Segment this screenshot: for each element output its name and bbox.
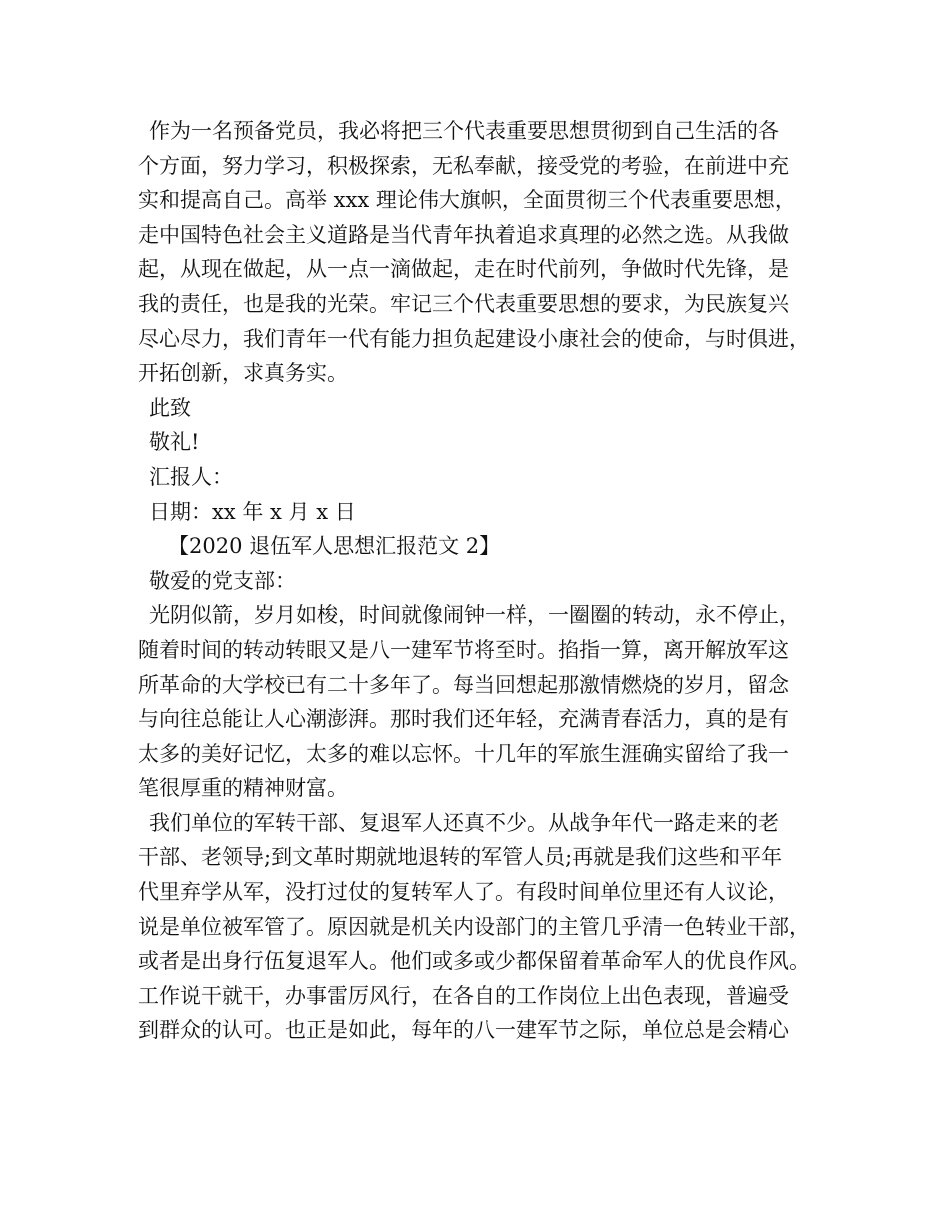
text-line: 随着时间的转动转眼又是八一建军节将至时。掐指一算，离开解放军这 [138, 637, 789, 662]
text-line: 走中国特色社会主义道路是当代青年执着追求真理的必然之选。从我做 [138, 222, 789, 247]
text-line: 起，从现在做起，从一点一滴做起，走在时代前列，争做时代先锋，是 [138, 257, 789, 282]
paragraph-party-member [138, 114, 828, 391]
text-line: 作为一名预备党员，我必将把三个代表重要思想贯彻到自己生活的各 [149, 119, 779, 143]
text-line: 笔很厚重的精神财富。 [138, 776, 348, 801]
text-line: 尽心尽力，我们青年一代有能力担负起建设小康社会的使命，与时俱进， [138, 326, 810, 351]
paragraph-veterans [138, 806, 828, 1048]
paragraph-time-passing [138, 598, 828, 806]
closing-text: 此致 [149, 395, 191, 420]
text-line: 干部、老领导;到文革时期就地退转的军管人员;再就是我们这些和平年 [138, 845, 783, 870]
reporter-label: 汇报人： [149, 464, 233, 489]
document-body [138, 114, 828, 1048]
salute-text: 敬礼! [149, 430, 200, 455]
text-line: 或者是出身行伍复退军人。他们或多或少都保留着革命军人的优良作风。 [138, 949, 810, 974]
text-line: 光阴似箭，岁月如梭，时间就像闹钟一样，一圈圈的转动，永不停止， [149, 603, 800, 628]
text-line: 我们单位的军转干部、复退军人还真不少。从战争年代一路走来的老 [149, 810, 779, 835]
salutation: 敬爱的党支部： [149, 568, 296, 593]
text-line: 开拓创新，求真务实。 [138, 361, 348, 386]
text-line: 到群众的认可。也正是如此，每年的八一建军节之际，单位总是会精心 [138, 1018, 789, 1043]
text-line: 我的责任，也是我的光荣。牢记三个代表重要思想的要求，为民族复兴 [138, 291, 789, 316]
text-line: 与向往总能让人心潮澎湃。那时我们还年轻，充满青春活力，真的是有 [138, 707, 789, 732]
text-line: 说是单位被军管了。原因就是机关内设部门的主管几乎清一色转业干部， [138, 914, 810, 939]
text-line: 实和提高自己。高举 xxx 理论伟大旗帜，全面贯彻三个代表重要思想， [138, 188, 796, 213]
text-line: 个方面，努力学习，积极探索，无私奉献，接受党的考验，在前进中充 [138, 153, 789, 178]
text-line: 代里弃学从军，没打过仗的复转军人了。有段时间单位里还有人议论， [138, 880, 789, 905]
text-line: 所革命的大学校已有二十多年了。每当回想起那激情燃烧的岁月，留念 [138, 672, 789, 697]
report-date: 日期：xx 年 x 月 x 日 [149, 499, 356, 524]
text-line: 太多的美好记忆，太多的难以忘怀。十几年的军旅生涯确实留给了我一 [138, 741, 789, 766]
section-title: 【2020 退伍军人思想汇报范文 2】 [168, 534, 501, 559]
text-line: 工作说干就干，办事雷厉风行，在各自的工作岗位上出色表现，普遍受 [138, 983, 789, 1008]
